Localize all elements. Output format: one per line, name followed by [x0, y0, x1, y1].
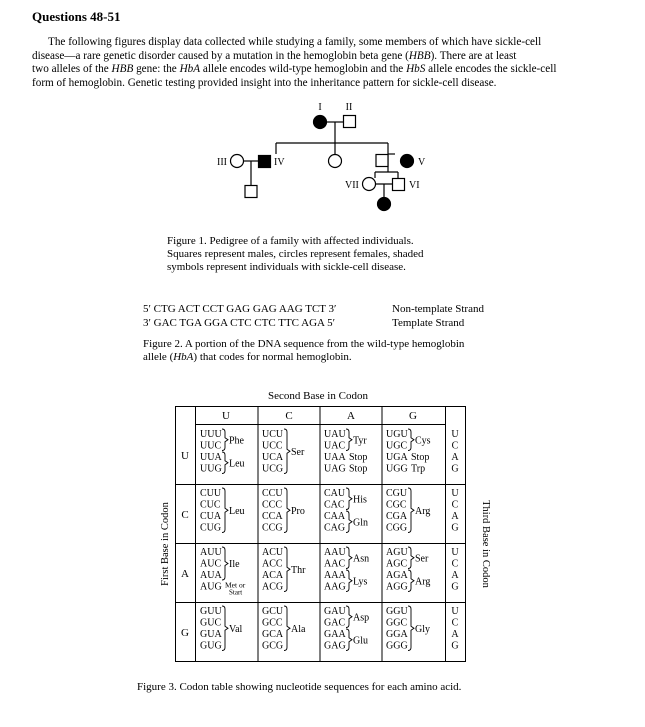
amino-gly-20: Gly — [415, 623, 430, 635]
amino-leu-5: Leu — [229, 505, 245, 517]
codon-GCA: GCA — [262, 629, 284, 640]
second-base-G: G — [409, 410, 417, 422]
bracket-phe-0 — [222, 429, 228, 451]
codon-ACC: ACC — [262, 558, 283, 570]
third-base-A-C: C — [451, 558, 459, 570]
first-base-A: A — [181, 568, 189, 580]
second-base-A: A — [347, 410, 355, 422]
bracket-arg-15 — [408, 570, 414, 592]
intro-line-3d: allele encodes the sickle-cell — [425, 63, 557, 76]
codon-UCA: UCA — [262, 452, 284, 463]
codon-CCG: CCG — [262, 522, 283, 534]
codon-CGG: CGG — [386, 522, 408, 534]
first-base-axis-label: First Base in Codon — [160, 502, 171, 586]
amino-ser-14: Ser — [415, 553, 429, 565]
fig1-caption-line-3: symbols represent individuals with sickle-cell disease. — [167, 261, 406, 273]
codon-AUU: AUU — [200, 547, 222, 558]
amino-leu-1: Leu — [229, 458, 245, 470]
bracket-leu-1 — [222, 452, 228, 474]
codon-UCU: UCU — [262, 429, 284, 440]
codon-CCA: CCA — [262, 511, 283, 522]
codon-UGU: UGU — [386, 429, 408, 440]
codon-UUG: UUG — [200, 463, 222, 475]
codon-ACG: ACG — [262, 581, 284, 593]
codon-CUG: CUG — [200, 522, 222, 534]
amino-ser-2: Ser — [291, 446, 305, 458]
amino-lys-13: Lys — [353, 576, 368, 588]
codon-CCU: CCU — [262, 488, 283, 499]
codon-ACA: ACA — [262, 570, 284, 581]
label-VII: VII — [345, 180, 359, 191]
amino-ile-10: Ile — [229, 559, 240, 570]
individual-III — [231, 155, 244, 168]
bracket-val-16 — [222, 606, 228, 651]
bracket-asn-12 — [346, 547, 352, 569]
individual-V — [401, 155, 414, 168]
bracket-ile-10 — [222, 547, 228, 580]
codon-GCC: GCC — [262, 617, 283, 629]
codon-GAU: GAU — [324, 606, 346, 617]
first-base-G: G — [181, 627, 189, 639]
bracket-asp-18 — [346, 606, 352, 628]
codon-AGU: AGU — [386, 547, 408, 558]
intro-line-2: disease—a rare genetic disorder caused by a mutation in the hemoglobin beta gene ( — [32, 49, 409, 62]
intro-gene-hbb: HBB — [408, 49, 431, 62]
codon-AGC: AGC — [386, 558, 408, 570]
label-II: II — [345, 102, 353, 113]
amino-thr-11: Thr — [291, 564, 306, 576]
individual-VI-child — [378, 198, 391, 211]
amino-tyr-3: Tyr — [353, 435, 367, 447]
amino-met: Met or — [225, 580, 246, 590]
first-base-U: U — [181, 450, 189, 462]
individual-middle-daughter — [329, 155, 342, 168]
amino-inline-stop-2: Stop — [411, 452, 430, 463]
intro-line-3c: allele encodes wild-type hemoglobin and the — [200, 63, 407, 76]
codon-UUA: UUA — [200, 452, 222, 463]
codon-CAA: CAA — [324, 511, 346, 522]
third-base-U-U: U — [451, 429, 459, 440]
codon-AUG: AUG — [200, 581, 222, 593]
codon-UGG: UGG — [386, 463, 408, 475]
codon-AGA: AGA — [386, 570, 408, 581]
codon-CGC: CGC — [386, 499, 407, 511]
bracket-lys-13 — [346, 570, 352, 592]
intro-line-1: The following figures display data collected while studying a family, some members of which have sickle-cell — [48, 36, 542, 48]
non-template-label: Non-template Strand — [392, 303, 484, 315]
third-base-A-U: U — [451, 547, 459, 558]
codon-GAG: GAG — [324, 640, 346, 652]
individual-IV — [259, 156, 271, 168]
label-IV: IV — [274, 157, 285, 168]
amino-start: Start — [229, 588, 243, 597]
intro-line-2-end: ). There are at least — [430, 49, 517, 62]
questions-heading: Questions 48-51 — [32, 9, 121, 24]
codon-CUU: CUU — [200, 488, 222, 499]
bracket-arg-9 — [408, 488, 414, 533]
third-base-G-A: A — [451, 629, 459, 640]
codon-AAU: AAU — [324, 547, 346, 558]
third-base-axis-label: Third Base in Codon — [480, 500, 491, 588]
codon-CUC: CUC — [200, 499, 221, 511]
template-label: Template Strand — [392, 317, 465, 329]
amino-arg-9: Arg — [415, 505, 431, 517]
codon-UAG: UAG — [324, 463, 346, 475]
dna-figure — [143, 303, 484, 363]
codon-UAA: UAA — [324, 452, 346, 463]
fig3-caption: Figure 3. Codon table showing nucleotide sequences for each amino acid. — [137, 681, 462, 693]
codon-UCG: UCG — [262, 463, 284, 475]
codon-ACU: ACU — [262, 547, 284, 558]
codon-GGG: GGG — [386, 640, 408, 652]
bracket-ala-17 — [284, 606, 290, 651]
codon-GCU: GCU — [262, 606, 284, 617]
individual-VI — [393, 179, 405, 191]
codon-UCC: UCC — [262, 440, 283, 452]
individual-VII — [363, 178, 376, 191]
label-V: V — [418, 157, 426, 168]
third-base-G-C: C — [451, 617, 459, 629]
intro-allele-hba: HbA — [179, 63, 201, 76]
codon-GUA: GUA — [200, 629, 222, 640]
amino-glu-19: Glu — [353, 635, 368, 647]
fig1-caption-line-1: Figure 1. Pedigree of a family with affected individuals. — [167, 235, 414, 247]
third-base-A-G: G — [451, 581, 459, 593]
codon-GAA: GAA — [324, 629, 346, 640]
codon-UUU: UUU — [200, 429, 222, 440]
amino-asp-18: Asp — [353, 612, 370, 624]
third-base-C-G: G — [451, 522, 459, 534]
codon-CUA: CUA — [200, 511, 222, 522]
bracket-gln-8 — [346, 511, 352, 533]
bracket-his-7 — [346, 488, 352, 510]
pedigree-symbols — [231, 116, 414, 211]
codon-GUG: GUG — [200, 640, 222, 652]
codon-AUC: AUC — [200, 558, 222, 570]
codon-CGU: CGU — [386, 488, 408, 499]
codon-AAC: AAC — [324, 558, 346, 570]
figure-1-caption — [167, 235, 424, 273]
codon-table — [137, 390, 491, 693]
bracket-tyr-3 — [346, 429, 352, 451]
intro-allele-hbs: HbS — [406, 63, 426, 76]
third-base-C-A: A — [451, 511, 459, 522]
individual-IV-child — [245, 186, 257, 198]
third-base-C-C: C — [451, 499, 459, 511]
codon-UAC: UAC — [324, 440, 346, 452]
codon-GGC: GGC — [386, 617, 408, 629]
third-base-G-G: G — [451, 640, 459, 652]
amino-val-16: Val — [229, 623, 243, 635]
codon-AUA: AUA — [200, 570, 222, 581]
amino-cys-4: Cys — [415, 435, 431, 447]
label-III: III — [217, 157, 227, 168]
amino-phe-0: Phe — [229, 435, 244, 447]
individual-I — [314, 116, 327, 129]
codon-UGC: UGC — [386, 440, 408, 452]
codon-CAC: CAC — [324, 499, 345, 511]
second-base-C: C — [285, 410, 293, 422]
intro-line-4: form of hemoglobin. Genetic testing provided insight into the inheritance pattern for sickle-cell disease. — [32, 76, 497, 89]
amino-pro-6: Pro — [291, 505, 305, 517]
codon-GUU: GUU — [200, 606, 222, 617]
third-base-G-U: U — [451, 606, 459, 617]
amino-ala-17: Ala — [291, 623, 306, 635]
fig1-caption-line-2: Squares represent males, circles represent females, shaded — [167, 248, 424, 260]
label-I: I — [318, 102, 322, 113]
codon-CAG: CAG — [324, 522, 346, 534]
codon-GAC: GAC — [324, 617, 346, 629]
third-base-U-C: C — [451, 440, 459, 452]
intro-gene-hbb-2: HBB — [111, 63, 134, 76]
codon-AAA: AAA — [324, 570, 346, 581]
codon-GCG: GCG — [262, 640, 284, 652]
third-base-A-A: A — [451, 570, 459, 581]
dna-top-strand: 5′ CTG ACT CCT GAG GAG AAG TCT 3′ — [143, 303, 337, 315]
fig2-caption-line-1: Figure 2. A portion of the DNA sequence from the wild-type hemoglobin — [143, 338, 465, 350]
codon-GGA: GGA — [386, 629, 408, 640]
codon-CCC: CCC — [262, 499, 283, 511]
bracket-glu-19 — [346, 629, 352, 651]
bracket-leu-5 — [222, 488, 228, 533]
first-base-C: C — [181, 509, 189, 521]
dna-bottom-strand: 3′ GAC TGA GGA CTC CTC TTC AGA 5′ — [143, 317, 336, 329]
codon-UUC: UUC — [200, 440, 222, 452]
amino-asn-12: Asn — [353, 553, 370, 565]
third-base-column — [451, 429, 459, 652]
bracket-ser-2 — [284, 429, 290, 474]
amino-arg-15: Arg — [415, 576, 431, 588]
codon-UGA: UGA — [386, 452, 408, 463]
label-VI: VI — [409, 180, 420, 191]
third-base-U-G: G — [451, 463, 459, 475]
amino-his-7: His — [353, 494, 367, 506]
bracket-gly-20 — [408, 606, 414, 651]
codon-GUC: GUC — [200, 617, 222, 629]
individual-II — [344, 116, 356, 128]
codon-CGA: CGA — [386, 511, 408, 522]
second-base-title: Second Base in Codon — [268, 390, 368, 402]
individual-V-partner — [376, 155, 388, 167]
bracket-pro-6 — [284, 488, 290, 533]
codon-UAU: UAU — [324, 429, 346, 440]
codon-GGU: GGU — [386, 606, 408, 617]
bracket-ser-14 — [408, 547, 414, 569]
amino-inline-trp-3: Trp — [411, 463, 426, 475]
amino-inline-stop-1: Stop — [349, 463, 368, 475]
second-base-U: U — [222, 410, 230, 422]
bracket-thr-11 — [284, 547, 290, 592]
third-base-U-A: A — [451, 452, 459, 463]
third-base-C-U: U — [451, 488, 459, 499]
fig2-caption-line-2: allele (HbA) that codes for normal hemoglobin. — [143, 351, 352, 363]
codon-AAG: AAG — [324, 581, 346, 593]
codon-AGG: AGG — [386, 581, 408, 593]
amino-inline-stop-0: Stop — [349, 452, 368, 463]
intro-line-3b: gene: the — [133, 63, 180, 76]
bracket-cys-4 — [408, 429, 414, 451]
codon-CAU: CAU — [324, 488, 346, 499]
amino-gln-8: Gln — [353, 517, 368, 529]
intro-line-3a: two alleles of the — [32, 63, 112, 76]
